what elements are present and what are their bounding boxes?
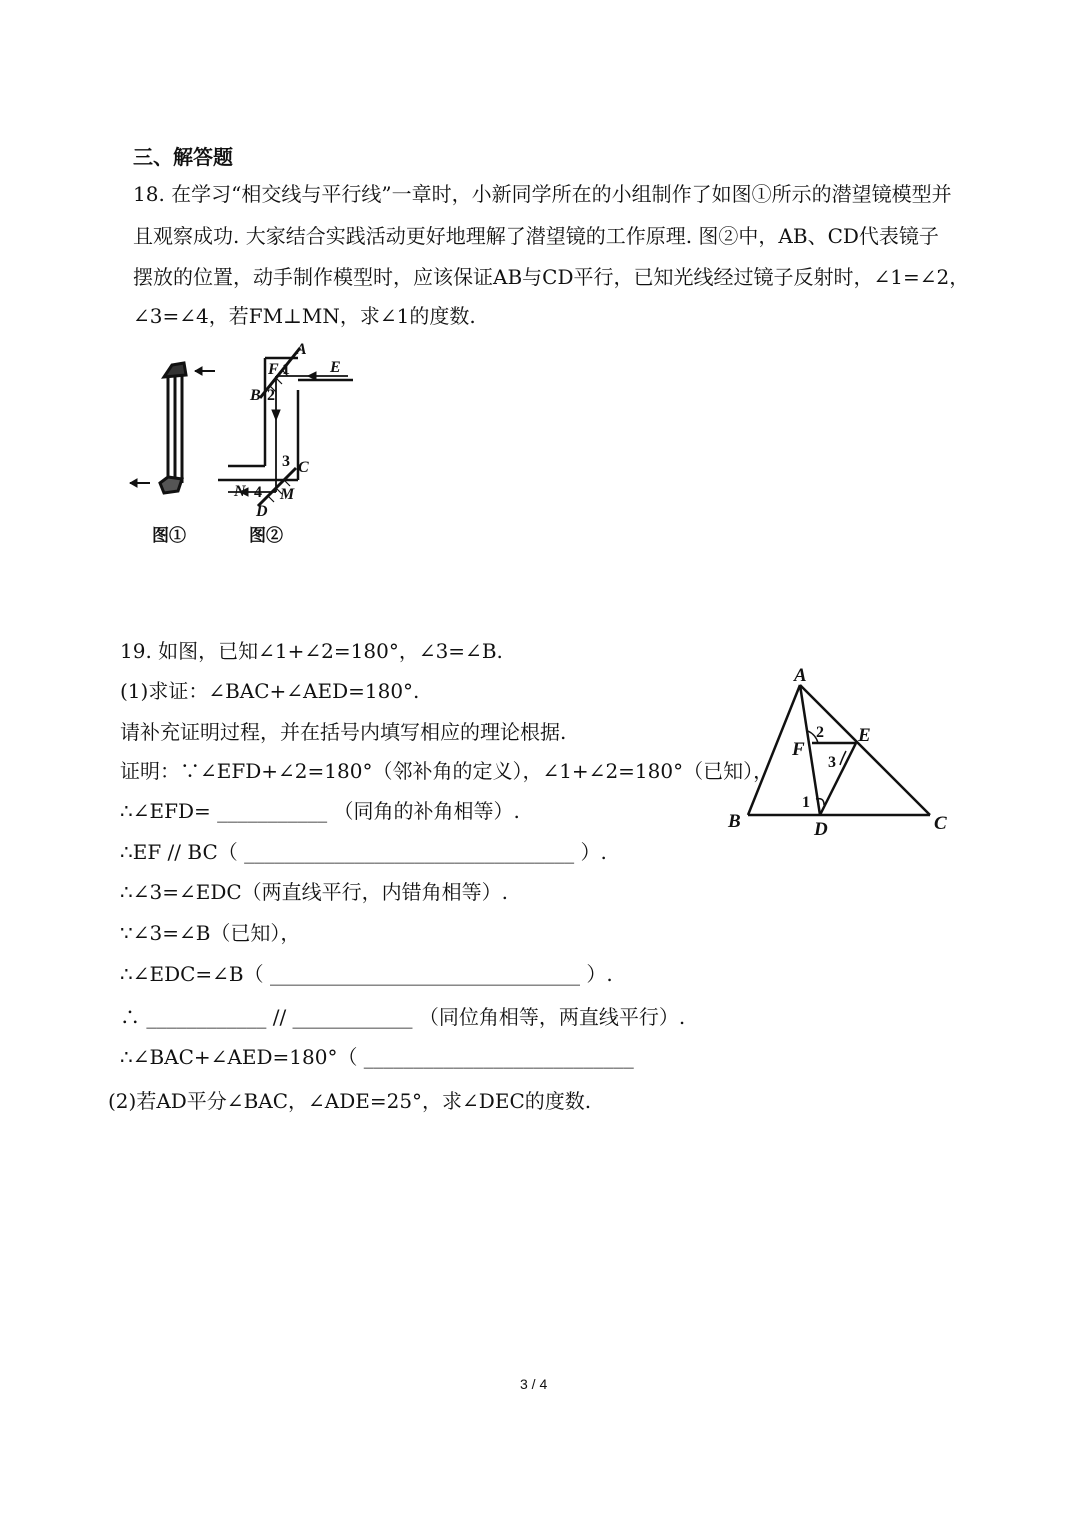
q19-line-6: ∴EF // BC（ _________________________________ ）. [120,840,607,864]
page-number: 3 / 4 [520,1376,548,1392]
triangle-figure [720,665,960,845]
triangle-angle-1: 1 [802,794,810,811]
fig2-point-C: C [298,459,309,476]
q18-line-4: ∠3=∠4，若FM⊥MN，求∠1的度数. [133,304,476,328]
fig2-point-D: D [256,503,268,520]
q19-line-3: 请补充证明过程，并在括号内填写相应的理论根据. [120,720,567,744]
fig2-point-E: E [330,359,341,376]
q19-line-2: (1)求证：∠BAC+∠AED=180°. [120,679,420,703]
figure-1-periscope-model [120,355,230,505]
q18-line-2: 且观察成功. 大家结合实践活动更好地理解了潜望镜的工作原理. 图②中，AB、CD代表镜子 [133,224,939,248]
figure-1-label: 图① [152,526,186,546]
fig2-angle-3: 3 [282,453,290,470]
q19-line-5: ∴∠EFD= ___________ （同角的补角相等）. [120,799,520,823]
triangle-angle-3: 3 [828,754,836,771]
figure-2-label: 图② [249,526,283,546]
q18-line-1: 18. 在学习“相交线与平行线”一章时，小新同学所在的小组制作了如图①所示的潜望镜模型并 [133,182,952,206]
q19-line-9: ∴∠EDC=∠B（ _______________________________ ）. [120,962,613,986]
q19-line-10: ∴ ____________ // ____________ （同位角相等，两直线平行）. [120,1005,686,1029]
q19-line-1: 19. 如图，已知∠1+∠2=180°，∠3=∠B. [120,639,503,663]
triangle-point-B: B [728,811,741,832]
q19-line-11: ∴∠BAC+∠AED=180°（ ___________________________ [120,1045,634,1069]
q19-line-12: (2)若AD平分∠BAC，∠ADE=25°，求∠DEC的度数. [108,1089,592,1113]
fig2-angle-4: 4 [254,484,262,501]
fig2-angle-1: 1 [282,361,290,378]
triangle-point-C: C [934,813,947,834]
triangle-point-D: D [814,819,828,840]
fig2-angle-2: 2 [267,387,275,404]
fig2-point-N: N [234,483,246,500]
fig2-point-M: M [280,486,295,503]
q19-line-8: ∵∠3=∠B（已知）， [120,921,301,945]
triangle-point-A: A [794,665,807,686]
figure-2-periscope-diagram [218,340,368,520]
triangle-point-F: F [792,739,805,760]
q18-line-3: 摆放的位置，动手制作模型时，应该保证AB与CD平行，已知光线经过镜子反射时，∠1=∠2， [133,265,970,289]
fig2-point-A: A [296,341,307,358]
fig2-point-B: B [250,387,261,404]
section-title: 三、解答题 [133,145,233,169]
q19-line-4: 证明：∵∠EFD+∠2=180°（邻补角的定义），∠1+∠2=180°（已知）， [120,759,774,783]
triangle-angle-2: 2 [816,724,824,741]
q19-line-7: ∴∠3=∠EDC（两直线平行，内错角相等）. [120,880,509,904]
triangle-point-E: E [858,725,871,746]
fig2-point-F: F [268,361,279,378]
